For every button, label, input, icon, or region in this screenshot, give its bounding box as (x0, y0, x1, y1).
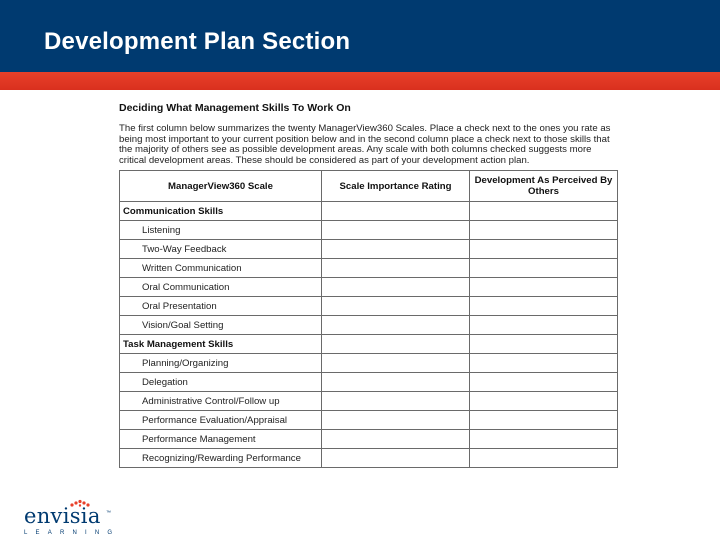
importance-check-cell[interactable] (322, 411, 470, 430)
scale-cell (120, 335, 322, 354)
development-check-cell[interactable] (470, 354, 618, 373)
table-row (120, 316, 618, 335)
development-check-cell[interactable] (470, 449, 618, 468)
importance-check-cell[interactable] (322, 259, 470, 278)
scale-label: Recognizing/Rewarding Performance (142, 452, 301, 464)
development-check-cell[interactable] (470, 297, 618, 316)
scale-cell (120, 259, 322, 278)
scale-cell (120, 221, 322, 240)
document-body: The first column below summarizes the twenty ManagerView360 Scales. Place a check next to the ones you rate as being most important to your current position below and in the second column place a check next to those skills that the majority of others see as possible development areas. Any scale with both columns checked suggests more critical development areas. These should be considered as part of your development action plan. (119, 123, 611, 166)
scale-cell (120, 278, 322, 297)
scale-cell (120, 373, 322, 392)
table-row (120, 430, 618, 449)
logo-tagline: LEARNING (24, 530, 121, 536)
table-row (120, 373, 618, 392)
development-check-cell[interactable] (470, 259, 618, 278)
scale-cell (120, 240, 322, 259)
column-header-importance: Scale Importance Rating (322, 171, 470, 202)
scale-label: Performance Evaluation/Appraisal (142, 414, 288, 426)
table-category-row (120, 335, 618, 354)
scale-cell (120, 316, 322, 335)
scale-label: Delegation (142, 376, 188, 388)
development-check-cell[interactable] (470, 221, 618, 240)
table-row (120, 278, 618, 297)
importance-check-cell[interactable] (322, 297, 470, 316)
table-header-row (120, 171, 618, 202)
header-stripe (0, 72, 720, 90)
logo-wordmark: envisia (24, 504, 101, 528)
scale-cell (120, 430, 322, 449)
scale-label: Oral Presentation (142, 300, 217, 312)
development-check-cell[interactable] (470, 240, 618, 259)
importance-check-cell[interactable] (322, 392, 470, 411)
document-content (119, 102, 619, 468)
scale-cell (120, 392, 322, 411)
slide-title: Development Plan Section (44, 28, 351, 55)
development-check-cell[interactable] (470, 373, 618, 392)
importance-check-cell[interactable] (322, 430, 470, 449)
importance-check-cell[interactable] (322, 202, 470, 221)
development-check-cell[interactable] (470, 430, 618, 449)
scale-cell (120, 354, 322, 373)
importance-check-cell[interactable] (322, 240, 470, 259)
scale-cell (120, 202, 322, 221)
table-row (120, 259, 618, 278)
scale-label: Vision/Goal Setting (142, 319, 224, 331)
category-label: Communication Skills (123, 205, 224, 217)
scale-cell (120, 297, 322, 316)
scale-label: Performance Management (142, 433, 256, 445)
column-header-scale: ManagerView360 Scale (120, 171, 322, 202)
importance-check-cell[interactable] (322, 278, 470, 297)
development-check-cell[interactable] (470, 392, 618, 411)
column-header-development: Development As Perceived By Others (470, 171, 618, 202)
table-row (120, 297, 618, 316)
scale-label: Administrative Control/Follow up (142, 395, 280, 407)
importance-check-cell[interactable] (322, 373, 470, 392)
category-label: Task Management Skills (123, 338, 234, 350)
logo-trademark: ™ (106, 510, 111, 516)
importance-check-cell[interactable] (322, 449, 470, 468)
table-row (120, 240, 618, 259)
importance-check-cell[interactable] (322, 354, 470, 373)
table-row (120, 449, 618, 468)
table-row (120, 411, 618, 430)
table-body (120, 202, 618, 468)
scale-cell (120, 411, 322, 430)
table-category-row (120, 202, 618, 221)
scale-label: Listening (142, 224, 181, 236)
scale-label: Written Communication (142, 262, 242, 274)
development-check-cell[interactable] (470, 316, 618, 335)
scale-label: Planning/Organizing (142, 357, 229, 369)
table-row (120, 392, 618, 411)
development-check-cell[interactable] (470, 278, 618, 297)
table-row (120, 354, 618, 373)
scale-label: Oral Communication (142, 281, 230, 293)
importance-check-cell[interactable] (322, 221, 470, 240)
development-check-cell[interactable] (470, 411, 618, 430)
development-check-cell[interactable] (470, 202, 618, 221)
importance-check-cell[interactable] (322, 335, 470, 354)
importance-check-cell[interactable] (322, 316, 470, 335)
scale-cell (120, 449, 322, 468)
development-check-cell[interactable] (470, 335, 618, 354)
scale-label: Two-Way Feedback (142, 243, 227, 255)
document-heading: Deciding What Management Skills To Work On (119, 102, 351, 114)
development-plan-table (119, 170, 618, 468)
table-row (120, 221, 618, 240)
envisia-logo (24, 498, 121, 538)
